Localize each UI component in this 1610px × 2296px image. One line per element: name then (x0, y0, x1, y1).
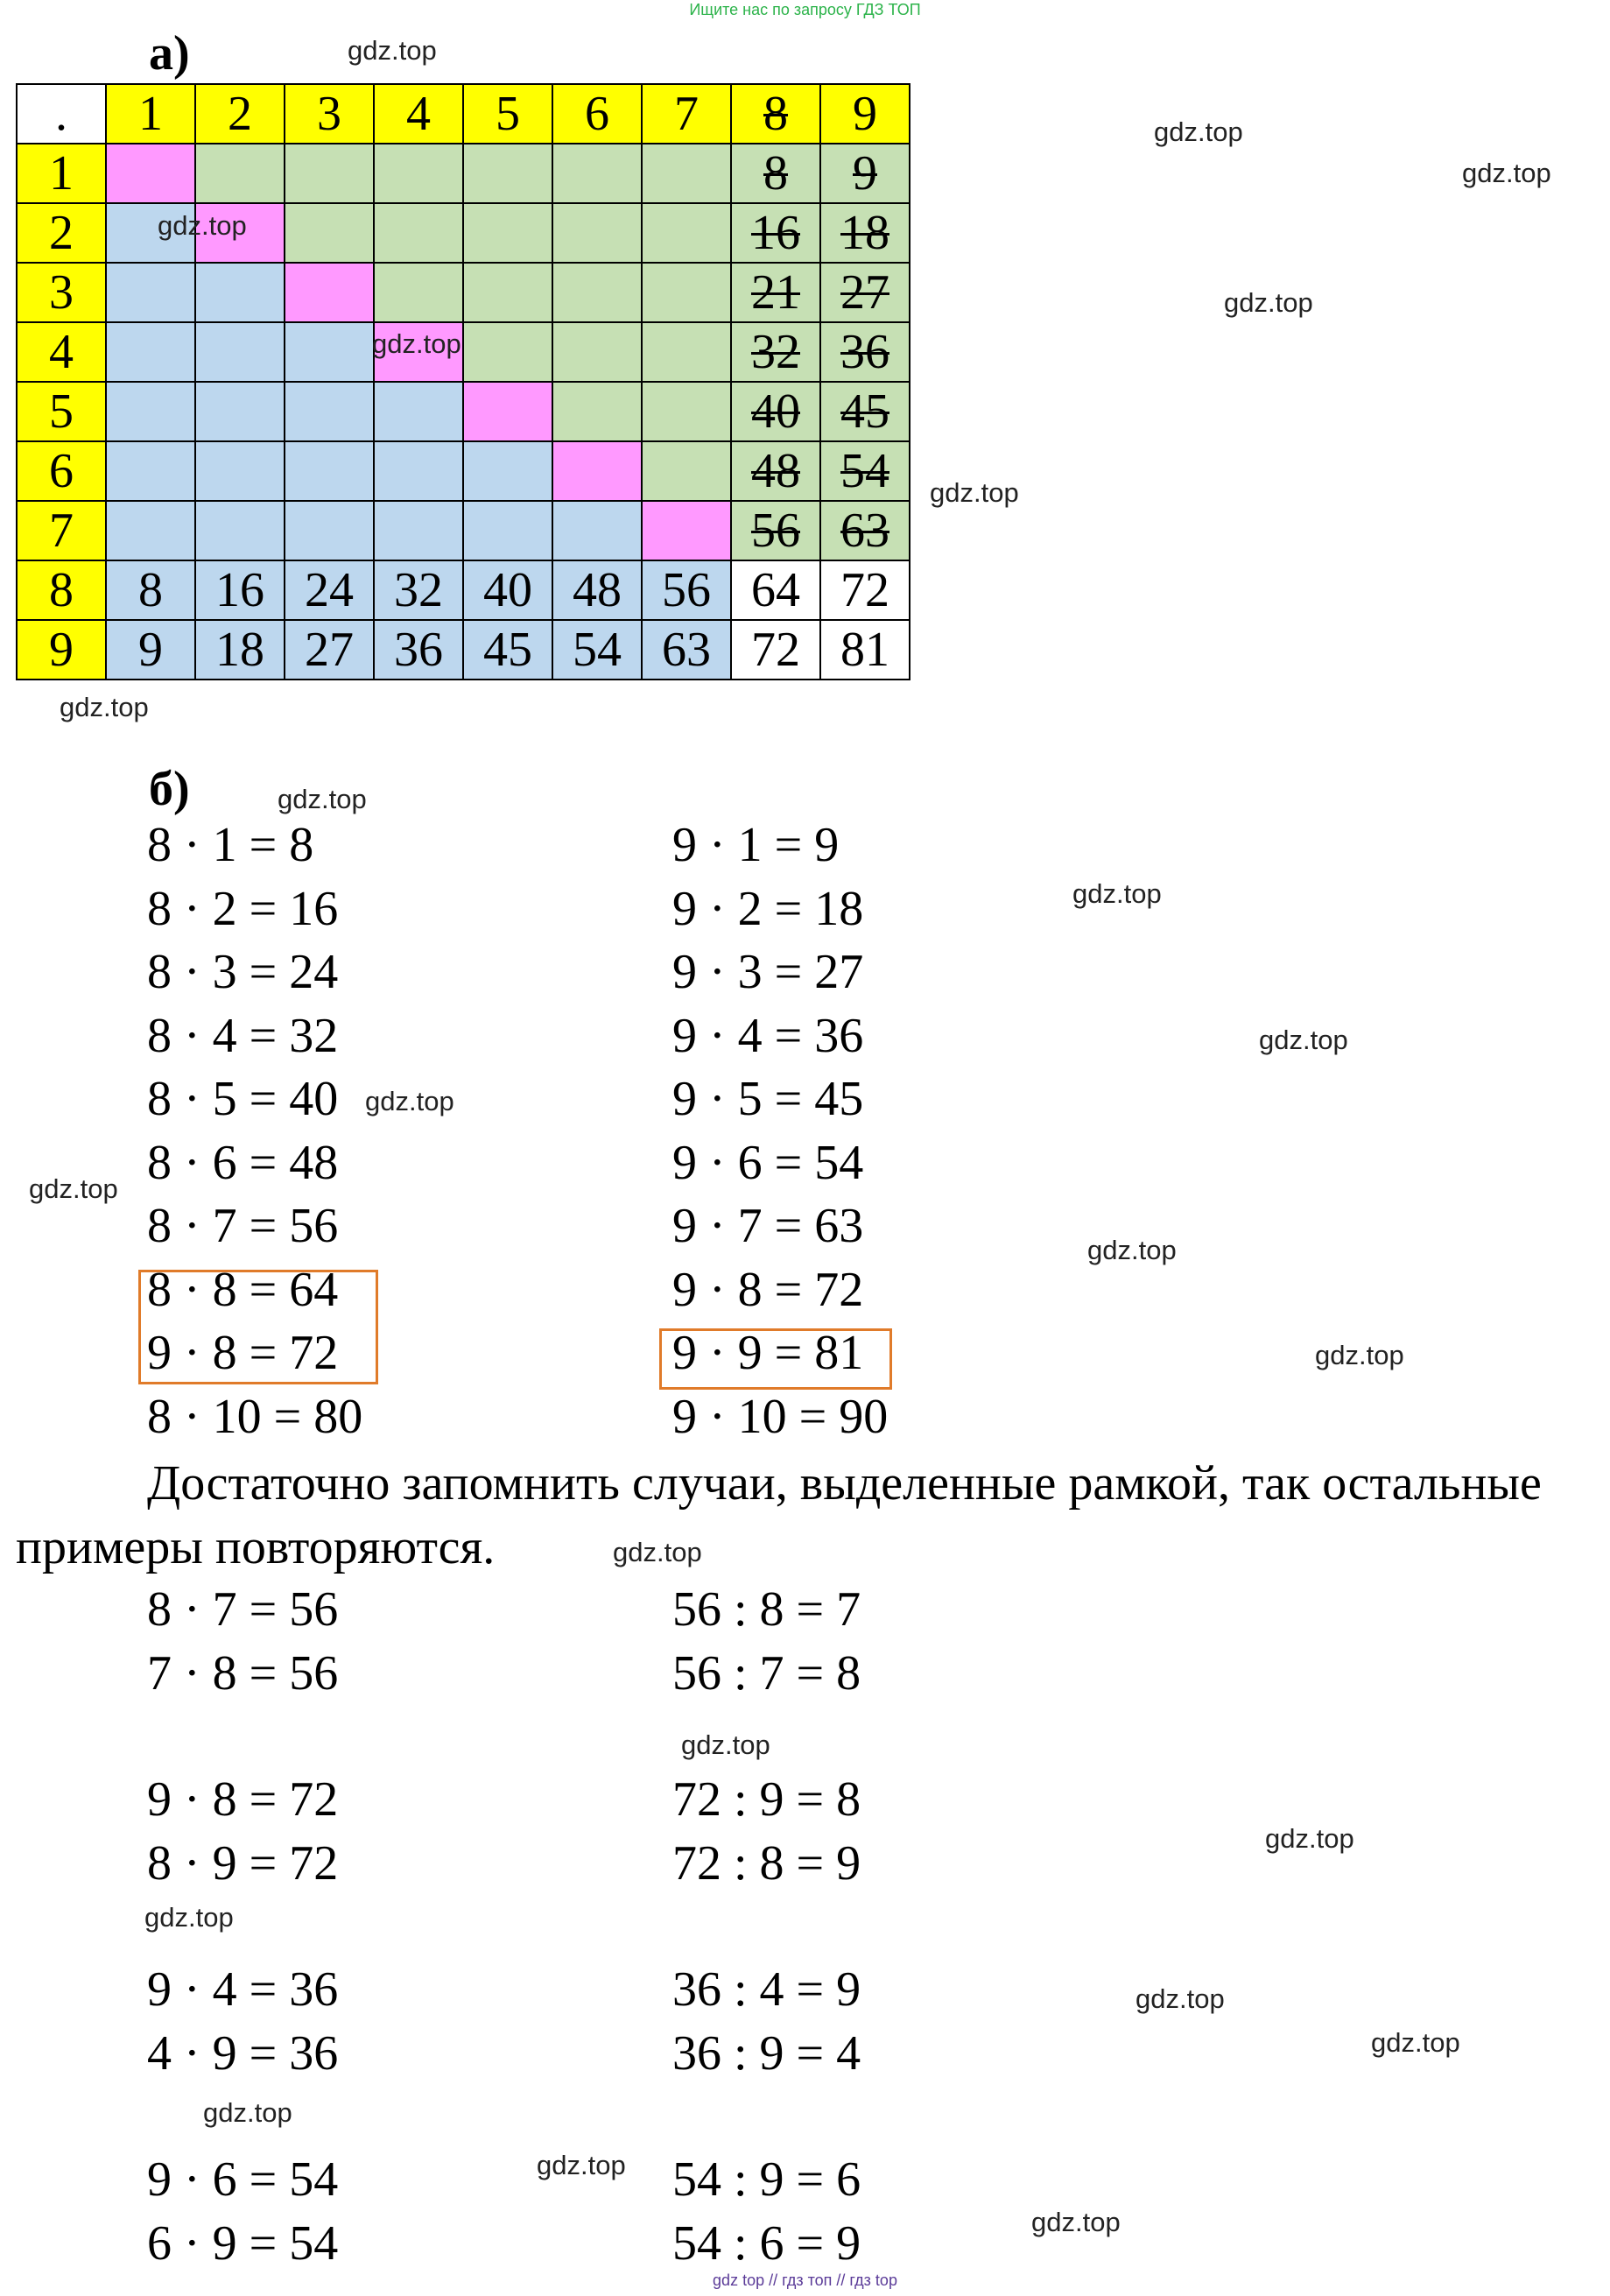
watermark: gdz.top (278, 784, 367, 814)
related-fact: 8 · 7 = 56 (147, 1582, 339, 1637)
related-fact: 72 : 8 = 9 (672, 1835, 861, 1891)
equation: 9 · 4 = 36 (672, 1008, 864, 1063)
table-cell (106, 144, 195, 203)
highlight-frame-right (659, 1328, 892, 1390)
table-cell: 63 (820, 501, 910, 560)
table-cell (463, 501, 552, 560)
table-cell: 81 (820, 620, 910, 680)
equation: 9 · 9 = 81 (672, 1326, 864, 1380)
table-cell (285, 441, 374, 501)
table-cell: 45 (463, 620, 552, 680)
table-cell (552, 501, 642, 560)
column-header: 5 (463, 84, 552, 144)
table-row (17, 322, 910, 382)
table-cell: 48 (552, 560, 642, 620)
table-cell (195, 441, 285, 501)
table-cell: 27 (820, 263, 910, 322)
table-cell (552, 441, 642, 501)
table-cell: 8 (731, 144, 820, 203)
column-header: 3 (285, 84, 374, 144)
row-header: 5 (17, 382, 106, 441)
watermark: gdz.top (537, 2150, 626, 2180)
table-cell (195, 322, 285, 382)
table-row (17, 560, 910, 620)
table-cell: 32 (374, 560, 463, 620)
table-cell (463, 144, 552, 203)
table-row (17, 501, 910, 560)
table-cell (106, 382, 195, 441)
watermark: gdz.top (1224, 287, 1313, 318)
equation: 8 · 1 = 8 (147, 818, 314, 872)
table-cell: 54 (552, 620, 642, 680)
table-cell (106, 322, 195, 382)
table-cell: 9 (106, 620, 195, 680)
column-header: 8 (731, 84, 820, 144)
table-cell (552, 322, 642, 382)
watermark: gdz.top (613, 1537, 702, 1567)
watermark: gdz.top (1265, 1823, 1354, 1854)
related-fact: 9 · 8 = 72 (147, 1772, 339, 1827)
table-cell (642, 203, 731, 263)
related-fact: 7 · 8 = 56 (147, 1645, 339, 1701)
table-cell: 8 (106, 560, 195, 620)
table-header-row (17, 84, 910, 144)
table-cell (463, 203, 552, 263)
table-cell: 40 (463, 560, 552, 620)
table-cell: 45 (820, 382, 910, 441)
equation: 9 · 2 = 18 (672, 881, 864, 936)
table-row (17, 620, 910, 680)
watermark: gdz.top (681, 1729, 770, 1760)
equation: 9 · 1 = 9 (672, 818, 840, 872)
table-cell (374, 441, 463, 501)
related-fact: 36 : 4 = 9 (672, 1962, 861, 2017)
highlight-frame-left (138, 1270, 378, 1384)
watermark: gdz.top (1154, 116, 1243, 147)
part-a-label: а) (149, 26, 190, 81)
equation: 8 · 10 = 80 (147, 1389, 363, 1444)
watermark: gdz.top (1031, 2207, 1121, 2237)
equation: 9 · 3 = 27 (672, 945, 864, 999)
watermark: gdz.top (930, 477, 1019, 508)
table-cell (463, 382, 552, 441)
row-header: 7 (17, 501, 106, 560)
equation: 9 · 8 = 72 (672, 1262, 864, 1317)
table-cell: 54 (820, 441, 910, 501)
column-header: 7 (642, 84, 731, 144)
watermark: gdz.top (365, 1086, 454, 1116)
related-fact: 56 : 8 = 7 (672, 1582, 861, 1637)
table-cell (552, 203, 642, 263)
related-fact: 9 · 4 = 36 (147, 1962, 339, 2017)
row-header: 9 (17, 620, 106, 680)
table-cell (285, 322, 374, 382)
table-cell (374, 382, 463, 441)
related-fact: 8 · 9 = 72 (147, 1835, 339, 1891)
row-header: 4 (17, 322, 106, 382)
table-cell: 9 (820, 144, 910, 203)
table-cell (285, 203, 374, 263)
part-b-label: б) (149, 762, 190, 816)
table-cell (552, 144, 642, 203)
related-fact: 9 · 6 = 54 (147, 2152, 339, 2207)
table-cell: 21 (731, 263, 820, 322)
watermark: gdz.top (158, 210, 247, 241)
watermark: gdz.top (1135, 1983, 1225, 2014)
watermark: gdz.top (348, 35, 437, 66)
table-cell (374, 144, 463, 203)
table-cell (552, 263, 642, 322)
watermark: gdz.top (1259, 1025, 1348, 1055)
row-header: 8 (17, 560, 106, 620)
table-row (17, 144, 910, 203)
table-cell: 56 (642, 560, 731, 620)
equation: 8 · 2 = 16 (147, 881, 339, 936)
table-cell (642, 382, 731, 441)
top-banner: Ищите нас по запросу ГДЗ ТОП (689, 1, 921, 18)
note-line-2: примеры повторяются. (16, 1520, 496, 1574)
equation: 8 · 8 = 64 (147, 1262, 339, 1317)
equation: 8 · 6 = 48 (147, 1135, 339, 1190)
table-cell: 63 (642, 620, 731, 680)
watermark: gdz.top (144, 1902, 234, 1933)
column-header: 1 (106, 84, 195, 144)
column-header: 6 (552, 84, 642, 144)
table-cell (285, 501, 374, 560)
table-cell: 48 (731, 441, 820, 501)
table-cell (642, 322, 731, 382)
watermark: gdz.top (60, 692, 149, 722)
table-cell (463, 441, 552, 501)
watermark: gdz.top (1087, 1235, 1177, 1265)
equation: 8 · 7 = 56 (147, 1199, 339, 1253)
table-cell: 18 (195, 620, 285, 680)
watermark: gdz.top (1315, 1340, 1404, 1370)
table-cell: 16 (195, 560, 285, 620)
table-cell: 56 (731, 501, 820, 560)
table-cell: 72 (731, 620, 820, 680)
related-fact: 54 : 9 = 6 (672, 2152, 861, 2207)
watermark: gdz.top (372, 328, 461, 359)
table-cell: 24 (285, 560, 374, 620)
table-cell (463, 322, 552, 382)
table-cell: 64 (731, 560, 820, 620)
equation: 8 · 3 = 24 (147, 945, 339, 999)
table-cell (374, 203, 463, 263)
table-cell (195, 501, 285, 560)
table-cell (642, 441, 731, 501)
watermark: gdz.top (29, 1173, 118, 1204)
table-cell (642, 501, 731, 560)
table-row (17, 263, 910, 322)
row-header: 1 (17, 144, 106, 203)
watermark: gdz.top (1462, 158, 1551, 188)
table-cell: 18 (820, 203, 910, 263)
table-cell (374, 263, 463, 322)
related-fact: 72 : 9 = 8 (672, 1772, 861, 1827)
related-fact: 36 : 9 = 4 (672, 2025, 861, 2081)
note-line-1: Достаточно запомнить случаи, выделенные рамкой, так остальные (147, 1456, 1542, 1511)
footer-watermark: gdz top // гдз топ // гдз top (713, 2271, 897, 2289)
table-cell (195, 382, 285, 441)
table-cell (106, 441, 195, 501)
table-cell: 32 (731, 322, 820, 382)
table-cell (195, 144, 285, 203)
table-cell: 16 (731, 203, 820, 263)
table-row (17, 382, 910, 441)
table-row (17, 441, 910, 501)
multiplication-table (16, 83, 910, 680)
equation: 9 · 5 = 45 (672, 1072, 864, 1126)
column-header: 4 (374, 84, 463, 144)
table-cell (106, 263, 195, 322)
related-fact: 6 · 9 = 54 (147, 2215, 339, 2271)
table-cell: 72 (820, 560, 910, 620)
table-cell (642, 144, 731, 203)
table-cell (374, 501, 463, 560)
row-header: 6 (17, 441, 106, 501)
table-cell (106, 501, 195, 560)
watermark: gdz.top (1371, 2027, 1460, 2058)
column-header: 9 (820, 84, 910, 144)
equation: 8 · 4 = 32 (147, 1008, 339, 1063)
table-cell: 36 (374, 620, 463, 680)
table-cell: 36 (820, 322, 910, 382)
equation: 9 · 10 = 90 (672, 1389, 889, 1444)
table-row (17, 203, 910, 263)
table-corner: . (17, 84, 106, 144)
table-cell: 27 (285, 620, 374, 680)
related-fact: 56 : 7 = 8 (672, 1645, 861, 1701)
table-cell (642, 263, 731, 322)
table-cell (195, 263, 285, 322)
table-cell (285, 144, 374, 203)
table-cell (285, 263, 374, 322)
table-cell (285, 382, 374, 441)
table-cell (552, 382, 642, 441)
equation: 9 · 6 = 54 (672, 1135, 864, 1190)
equation: 8 · 5 = 40 (147, 1072, 339, 1126)
equation: 9 · 8 = 72 (147, 1326, 339, 1380)
table-cell: 40 (731, 382, 820, 441)
related-fact: 4 · 9 = 36 (147, 2025, 339, 2081)
related-fact: 54 : 6 = 9 (672, 2215, 861, 2271)
watermark: gdz.top (1072, 878, 1162, 909)
row-header: 2 (17, 203, 106, 263)
column-header: 2 (195, 84, 285, 144)
watermark: gdz.top (203, 2097, 292, 2128)
row-header: 3 (17, 263, 106, 322)
equation: 9 · 7 = 63 (672, 1199, 864, 1253)
table-cell (463, 263, 552, 322)
